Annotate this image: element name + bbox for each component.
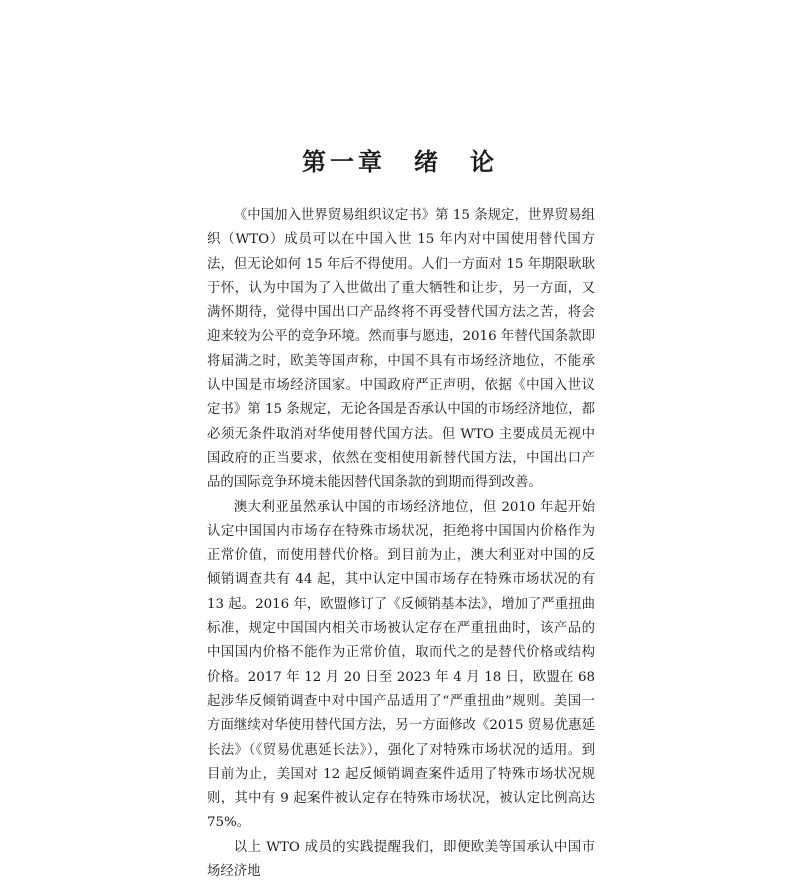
paragraph-1: 《中国加入世界贸易组织议定书》第 15 条规定，世界贸易组织（WTO）成员可以在中国入世 15 年内对中国使用替代国方法，但无论如何 15 年后不得使用。人们一方面对 15 年期限耿耿于怀，认为中国为了入世做出了重大牺牲和让步，另一方面，又满怀期待，觉得中国出口产品终将不再受替代国方法之苦，将会迎来较为公平的竞争环境。然而事与愿违，2016 年替代国条款即将届满之时，欧美等国声称，中国不具有市场经济地位，不能承认中国是市场经济国家。中国政府严正声明，依据《中国入世议定书》第 15 条规定，无论各国是否承认中国的市场经济地位，都必须无条件取消对华使用替代国方法。但 WTO 主要成员无视中国政府的正当要求，依然在变相使用新替代国方法，中国出口产品的国际竞争环境未能因替代国条款的到期而得到改善。 xyxy=(207,208,595,491)
paragraph-3: 以上 WTO 成员的实践提醒我们，即便欧美等国承认中国市场经济地 xyxy=(207,839,595,880)
chapter-title: 第一章 绪 论 xyxy=(302,147,498,176)
paragraph-2: 澳大利亚虽然承认中国的市场经济地位，但 2010 年起开始认定中国国内市场存在特殊市场状况，拒绝将中国国内价格作为正常价值，而使用替代价格。到目前为止，澳大利亚对中国的反倾销调查共有 44 起，其中认定中国市场存在特殊市场状况的有 13 起。2016 年，欧盟修订了《反倾销基本法》，增加了严重扭曲标准，规定中国国内相关市场被认定存在严重扭曲时，该产品的中国国内价格不能作为正常价值，取而代之的是替代价格或结构价格。2017 年 12 月 20 日至 2023 年 4 月 18 日，欧盟在 68 起涉华反倾销调查中对中国产品适用了“严重扭曲”规则。美国一方面继续对华使用替代国方法，另一方面修改《2015 贸易优惠延长法》（《贸易优惠延长法》），强化了对特殊市场状况的适用。到目前为止，美国对 12 起反倾销调查案件适用了特殊市场状况规则，其中有 9 起案件被认定存在特殊市场状况，被认定比例高达 75%。 xyxy=(207,499,595,831)
chapter-body xyxy=(207,204,595,884)
